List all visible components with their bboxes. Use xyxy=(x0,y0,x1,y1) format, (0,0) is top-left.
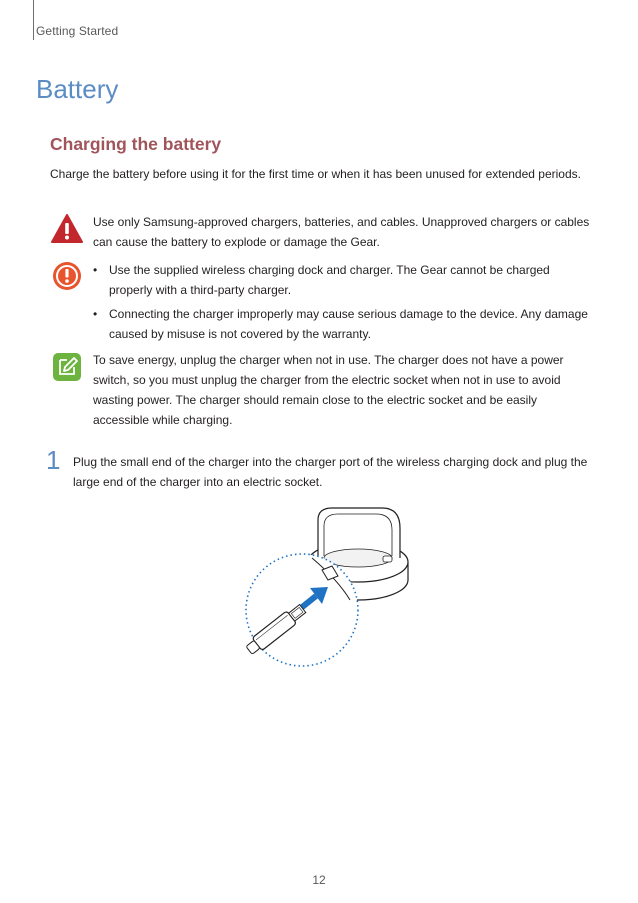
charging-dock-illustration xyxy=(240,500,420,670)
step-number: 1 xyxy=(46,445,61,475)
warning-triangle-icon xyxy=(50,212,84,246)
intro-paragraph: Charge the battery before using it for the first time or when it has been unused for extended periods. xyxy=(50,167,581,181)
warning-text: Use only Samsung-approved chargers, batteries, and cables. Unapproved chargers or cables can cause the battery to explode or damage the Gear. xyxy=(93,215,590,249)
running-header: Getting Started xyxy=(36,24,119,38)
header-rule xyxy=(33,0,34,40)
caution-item xyxy=(93,304,593,344)
note-pencil-icon xyxy=(50,350,84,384)
caution-list xyxy=(93,260,593,348)
caution-item-text: Use the supplied wireless charging dock and charger. The Gear cannot be charged properly with a third-party charger. xyxy=(109,263,550,297)
bullet-dot: • xyxy=(93,263,98,277)
caution-item-text: Connecting the charger improperly may cause serious damage to the device. Any damage caused by misuse is not covered by the warranty. xyxy=(109,307,588,341)
caution-circle-icon xyxy=(50,260,84,294)
caution-item xyxy=(93,260,593,300)
tip-text: To save energy, unplug the charger when not in use. The charger does not have a power switch, so you must unplug the charger from the electric socket when not in use to avoid wasting power. The charger should remain close to the electric socket and be easily accessible while charging. xyxy=(93,353,564,427)
bullet-dot: • xyxy=(93,307,98,321)
section-title: Charging the battery xyxy=(50,134,222,154)
step-text: Plug the small end of the charger into the charger port of the wireless charging dock and plug the large end of the charger into an electric socket. xyxy=(73,455,588,489)
page-title: Battery xyxy=(36,74,119,104)
page-number: 12 xyxy=(312,873,326,887)
